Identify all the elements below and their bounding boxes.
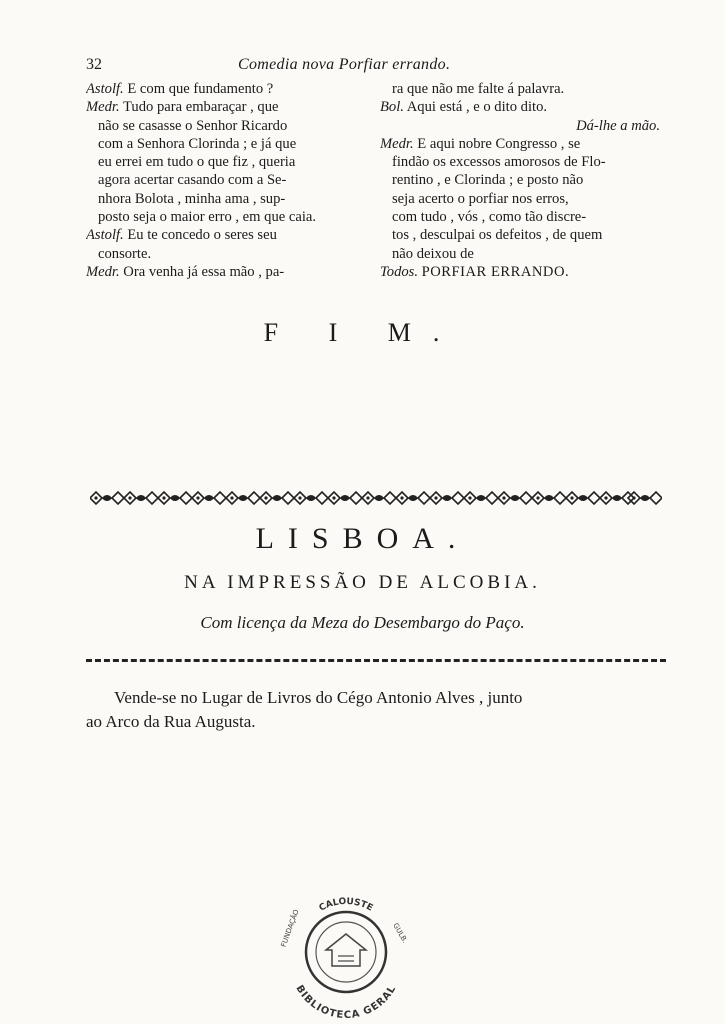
dialogue-text: E aqui nobre Congresso , se (417, 135, 581, 152)
dialogue-text: rentino , e Clorinda ; e posto não (392, 172, 584, 189)
left-column (86, 80, 366, 281)
dialogue-text: consorte. (98, 245, 152, 262)
fim-heading: F I M. (263, 318, 462, 347)
speaker-name: Astolf. (86, 81, 124, 97)
imprint-license: Com licença da Meza do Desembargo do Paço. (200, 613, 525, 632)
dialogue-text: Ora venha já essa mão , pa- (123, 263, 285, 280)
dialogue-text: agora acertar casando com a Se- (98, 172, 287, 189)
sale-notice-line: Vende-se no Lugar de Livros do Cégo Antonio Alves , junto (114, 688, 523, 707)
speaker-name: Astolf. (86, 227, 124, 244)
dialogue-line (86, 190, 366, 208)
dialogue-text: eu errei em tudo o que fiz , queria (98, 154, 296, 171)
dialogue-line (380, 245, 660, 263)
dialogue-text: com tudo , vós , como tão discre- (392, 209, 587, 226)
dialogue-line (380, 135, 660, 153)
right-column (380, 80, 660, 281)
stamp-top-text: CALOUSTE (317, 896, 375, 914)
dialogue-line (86, 98, 366, 116)
sale-notice-line: ao Arco da Rua Augusta. (86, 712, 256, 731)
dialogue-text: Tudo para embaraçar , que (123, 99, 279, 116)
dialogue-line (380, 208, 660, 226)
dialogue-text: PORFIAR ERRANDO. (421, 263, 570, 280)
ornament-rule (90, 488, 662, 508)
speaker-name: Medr. (380, 135, 414, 152)
dialogue-text: com a Senhora Clorinda ; e já que (98, 135, 297, 152)
dialogue-line (86, 245, 366, 263)
library-stamp (276, 890, 416, 1018)
running-head (86, 56, 666, 80)
speaker-name: Todos. (380, 263, 418, 280)
divider-rule (86, 659, 666, 662)
dialogue-text: findão os excessos amorosos de Flo- (392, 154, 606, 171)
dialogue-text: não se casasse o Senhor Ricardo (98, 117, 288, 134)
stamp-bottom-text: BIBLIOTECA GERAL (293, 983, 399, 1018)
dialogue-line (86, 171, 366, 189)
dialogue-text: tos , desculpai os defeitos , de quem (392, 227, 603, 244)
dialogue-text: ra que não me falte á palavra. (392, 81, 565, 97)
dialogue-line (86, 135, 366, 153)
dialogue-line (380, 153, 660, 171)
speaker-name: Bol. (380, 99, 404, 116)
stamp-side-text: FUNDAÇÃO (279, 908, 301, 949)
stamp-right-text: GULB. (391, 921, 409, 945)
imprint-printer: NA IMPRESSÃO DE ALCOBIA. (184, 572, 541, 593)
speaker-name: Medr. (86, 263, 120, 280)
sale-notice (86, 686, 666, 734)
imprint-city: LISBOA. (255, 522, 470, 555)
dialogue-line (86, 153, 366, 171)
dialogue-text: nhora Bolota , minha ama , sup- (98, 190, 286, 207)
page-number: 32 (86, 56, 102, 73)
running-title: Comedia nova Porfiar errando. (238, 56, 451, 73)
dialogue-line (380, 226, 660, 244)
dialogue-text: E com que fundamento ? (127, 81, 274, 97)
stage-direction: Dá-lhe a mão. (576, 117, 660, 134)
dialogue-text: Aqui está , e o dito dito. (406, 99, 548, 116)
dialogue-line (86, 208, 366, 226)
dialogue-line (380, 263, 660, 281)
dialogue-text: Eu te concedo o seres seu (127, 227, 277, 244)
dialogue-text: seja acerto o porfiar nos erros, (392, 190, 569, 207)
dialogue-text: posto seja o maior erro , em que caia. (98, 209, 317, 226)
dialogue-line (86, 117, 366, 135)
dialogue-line (86, 263, 366, 281)
dialogue-line (86, 80, 366, 98)
dialogue-line (380, 80, 660, 98)
dialogue-line (380, 190, 660, 208)
dialogue-line (380, 98, 660, 116)
speaker-name: Medr. (86, 99, 120, 116)
dialogue-text: não deixou de (392, 245, 474, 262)
dialogue-line (380, 171, 660, 189)
dialogue-line (86, 226, 366, 244)
